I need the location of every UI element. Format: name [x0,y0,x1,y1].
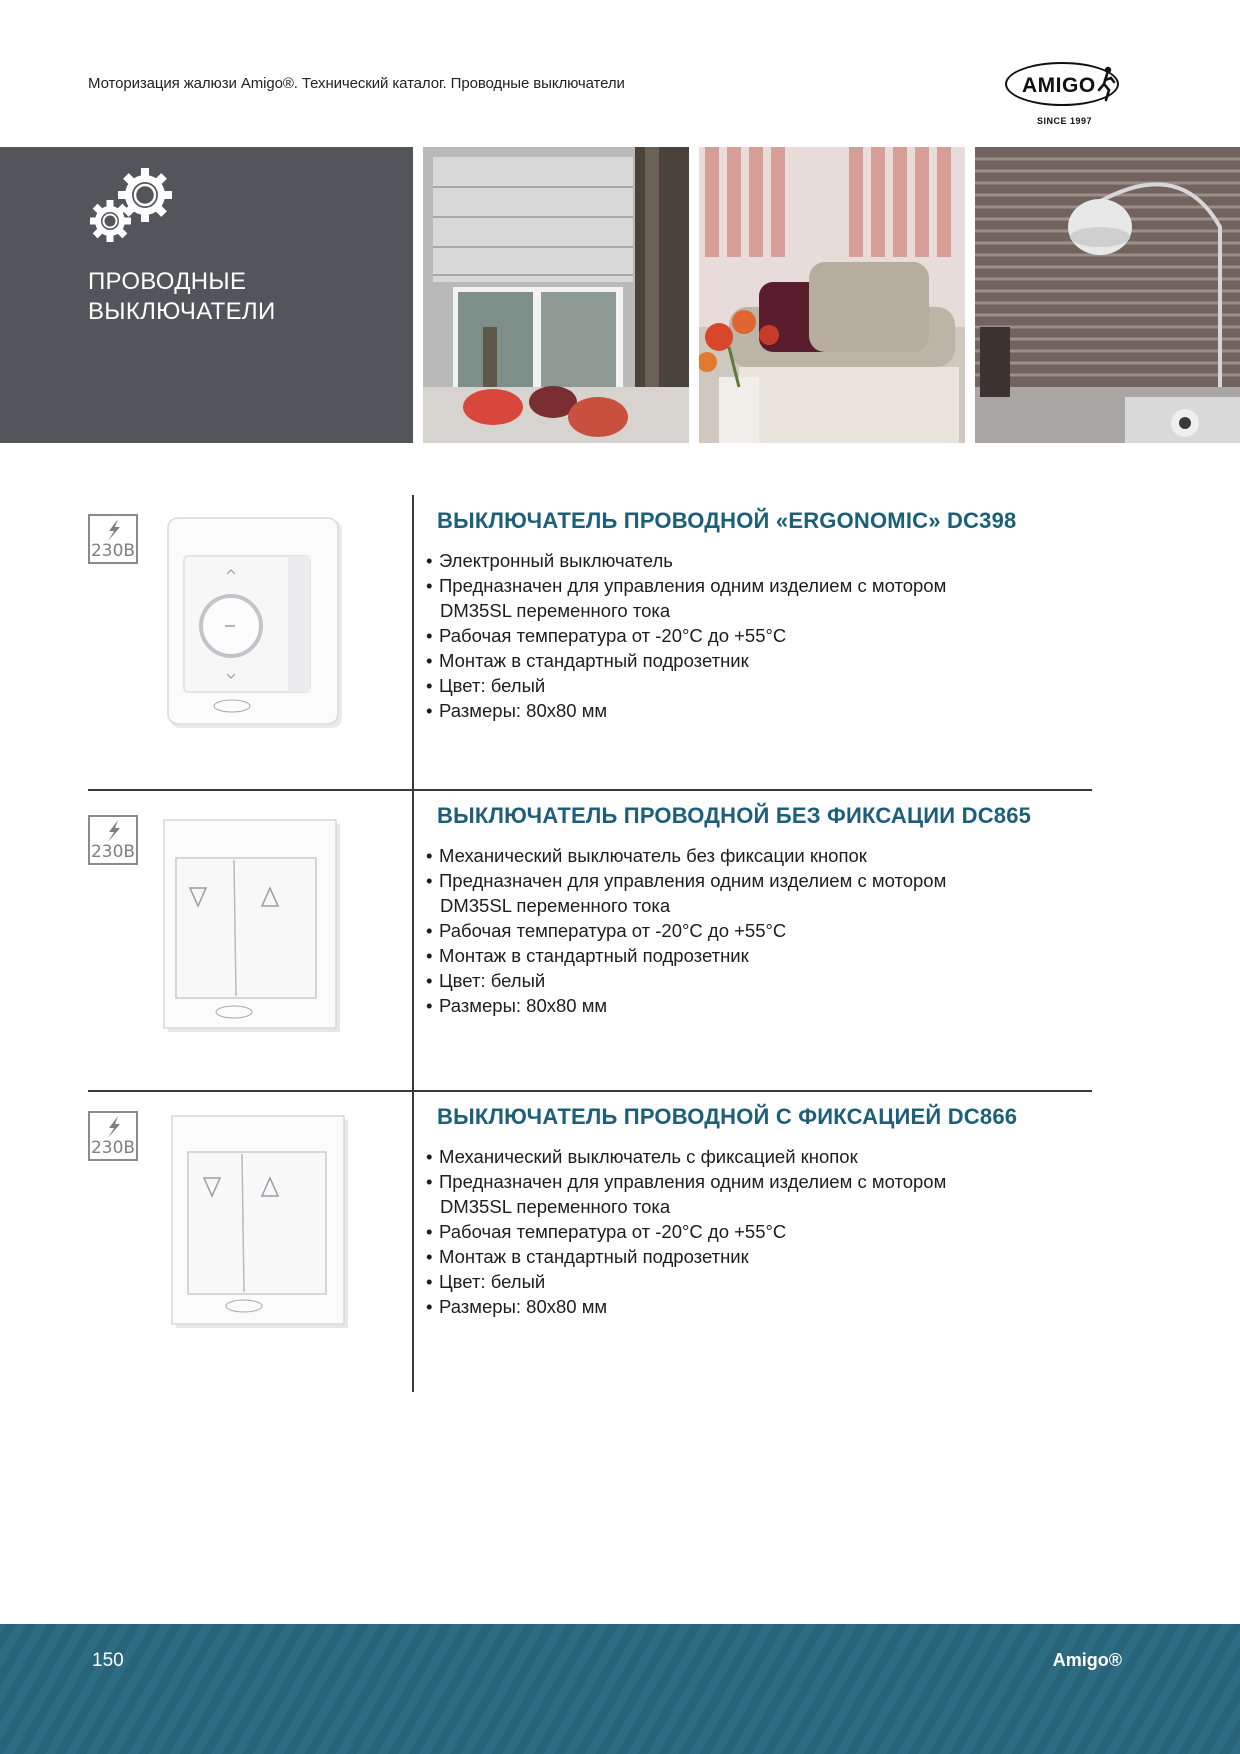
product-title-dc865: ВЫКЛЮЧАТЕЛЬ ПРОВОДНОЙ БЕЗ ФИКСАЦИИ DC865 [437,803,1032,828]
banner-title-panel [0,147,413,443]
catalog-header-title: Моторизация жалюзи Amigo®. Технический каталог. Проводные выключатели [88,75,625,92]
spec-item: • Рабочая температура от -20°C до +55°C [426,623,946,648]
voltage-badge-dc398 [88,514,138,564]
footer-brand: Amigo® [1052,1650,1122,1670]
voltage-badge-dc866 [88,1111,138,1161]
spec-item-continuation: DM35SL переменного тока [440,895,671,916]
spec-item: • Цвет: белый [426,968,946,993]
lightning-icon [103,518,125,542]
spec-item: • Монтаж в стандартный подрозетник [426,648,946,673]
switch-ergonomic-dc398-image [166,516,348,734]
spec-item: • Рабочая температура от -20°C до +55°C [426,1219,946,1244]
amigo-logo [1000,58,1126,130]
category-banner [0,147,1240,443]
spec-list-dc865 [426,843,946,1018]
product-title-dc866: ВЫКЛЮЧАТЕЛЬ ПРОВОДНОЙ С ФИКСАЦИЕЙ DC866 [437,1104,1018,1129]
banner-title-line-2: ВЫКЛЮЧАТЕЛИ [88,298,276,325]
photo-venetian-blinds-lamp [975,147,1240,443]
logo-figure-icon [1096,66,1116,102]
spec-item: • Цвет: белый [426,1269,946,1294]
spec-item: • Электронный выключатель [426,548,946,573]
lightning-icon [103,819,125,843]
lightning-icon [103,1115,125,1139]
spec-item: • Механический выключатель без фиксации кнопок [426,843,946,868]
spec-item: • Предназначен для управления одним изделием с мотором [426,868,946,893]
voltage-label: 230В [90,1138,136,1158]
photo-roman-blind-drawing [423,147,689,443]
photo-venetian-blinds-drawing [975,147,1240,443]
section-divider-2 [88,1090,1092,1092]
spec-item: • Размеры: 80х80 мм [426,993,946,1018]
spec-item-continuation: DM35SL переменного тока [440,600,671,621]
spec-item-continuation: DM35SL переменного тока [440,1196,671,1217]
spec-list-dc398 [426,548,946,723]
gears-icon [90,165,178,243]
voltage-label: 230В [90,842,136,862]
voltage-label: 230В [90,541,136,561]
spec-list-dc866 [426,1144,946,1319]
page-footer [0,1624,1240,1754]
logo-since: SINCE 1997 [1037,116,1093,126]
spec-item: • Предназначен для управления одним изделием с мотором [426,573,946,598]
switch-dc866-image [170,1114,352,1332]
column-divider [412,495,414,1392]
photo-roman-blind-window [423,147,689,443]
spec-item: • Предназначен для управления одним изделием с мотором [426,1169,946,1194]
spec-item: • Размеры: 80х80 мм [426,698,946,723]
voltage-badge-dc865 [88,815,138,865]
banner-title-line-1: ПРОВОДНЫЕ [88,268,247,295]
spec-item: • Рабочая температура от -20°C до +55°C [426,918,946,943]
page-number: 150 [92,1650,124,1671]
photo-vertical-blinds-drawing [699,147,965,443]
spec-item: • Цвет: белый [426,673,946,698]
logo-word: AMIGO [1022,74,1096,97]
spec-item: • Монтаж в стандартный подрозетник [426,1244,946,1269]
switch-dc865-image [162,818,344,1036]
product-title-dc398: ВЫКЛЮЧАТЕЛЬ ПРОВОДНОЙ «ERGONOMIC» DC398 [437,508,1017,533]
spec-item: • Монтаж в стандартный подрозетник [426,943,946,968]
section-divider-1 [88,789,1092,791]
photo-vertical-blinds-sofa [699,147,965,443]
spec-item: • Механический выключатель с фиксацией кнопок [426,1144,946,1169]
banner-title [88,267,276,327]
spec-item: • Размеры: 80х80 мм [426,1294,946,1319]
